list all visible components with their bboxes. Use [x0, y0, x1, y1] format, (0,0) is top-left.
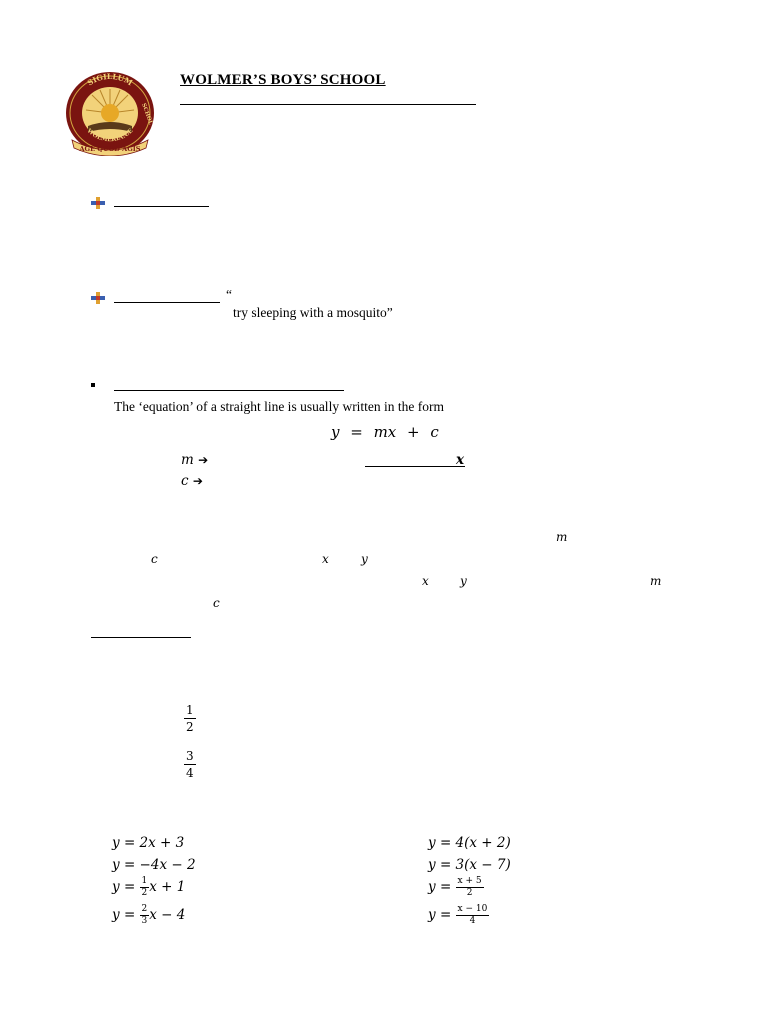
m-definition: [181, 452, 208, 468]
var-c: c: [151, 552, 158, 566]
equation-left-4: y = $\frac{2}{3}$ x − 4: [112, 904, 186, 926]
var-m: m: [556, 530, 568, 544]
fraction-one-half: [184, 704, 196, 733]
fraction-three-quarters: [184, 750, 196, 779]
school-crest-logo: [62, 70, 158, 156]
general-equation: y = mx + c: [331, 423, 439, 441]
crest-ring-text-top: SIGILLUM: [85, 71, 135, 88]
arrow-icon: ➔: [198, 453, 209, 467]
crest-ring-text-bottom: WOLMERIANÆ: [85, 127, 135, 144]
open-quote: “: [226, 287, 232, 302]
arrow-icon: ➔: [192, 474, 203, 488]
m-symbol: m: [181, 452, 194, 468]
var-y: y: [460, 574, 467, 588]
fraction-numerator: 1: [186, 703, 194, 717]
c-definition: [181, 473, 203, 489]
c-symbol: c: [181, 473, 189, 489]
equation-right-1: y = 4(x + 2): [428, 835, 511, 851]
fraction-denominator: 4: [186, 766, 194, 780]
title-rule: [180, 104, 476, 105]
equation-left-1: y = 2x + 3: [112, 835, 185, 851]
bullet2-heading-blank: [114, 302, 220, 303]
x-symbol: x: [456, 452, 465, 468]
section3-heading-blank: [114, 390, 344, 391]
examples-heading-blank: [91, 637, 191, 638]
fraction-numerator: 3: [186, 749, 194, 763]
var-x: x: [422, 574, 429, 588]
crest-motto: AGE QUOD AGIS: [79, 145, 141, 153]
equation-right-3: y = $\frac{x + 5}{2}$: [428, 876, 482, 898]
m-definition-blank: [365, 466, 465, 467]
equation-left-3: y = $\frac{1}{2}$ x + 1: [112, 876, 186, 898]
equation-right-4: y = $\frac{x - 10}{4}$: [428, 904, 488, 926]
straight-line-intro: The ‘equation’ of a straight line is usually written in the form: [114, 399, 445, 414]
school-title: WOLMER’S BOYS’ SCHOOL: [180, 72, 386, 88]
var-x: x: [322, 552, 329, 566]
mosquito-quote: try sleeping with a mosquito”: [233, 305, 393, 320]
crest-ring-text-right: SCHOL: [140, 102, 154, 126]
var-m: m: [650, 574, 662, 588]
square-bullet: [91, 383, 95, 387]
equation-right-2: y = 3(x − 7): [428, 857, 511, 873]
bullet-cross-icon: [91, 196, 105, 208]
equation-left-2: y = −4x − 2: [112, 857, 196, 873]
bullet-cross-icon: [91, 291, 105, 303]
var-c: c: [213, 596, 220, 610]
bullet1-heading-blank: [114, 206, 209, 207]
fraction-denominator: 2: [186, 720, 194, 734]
var-y: y: [361, 552, 368, 566]
